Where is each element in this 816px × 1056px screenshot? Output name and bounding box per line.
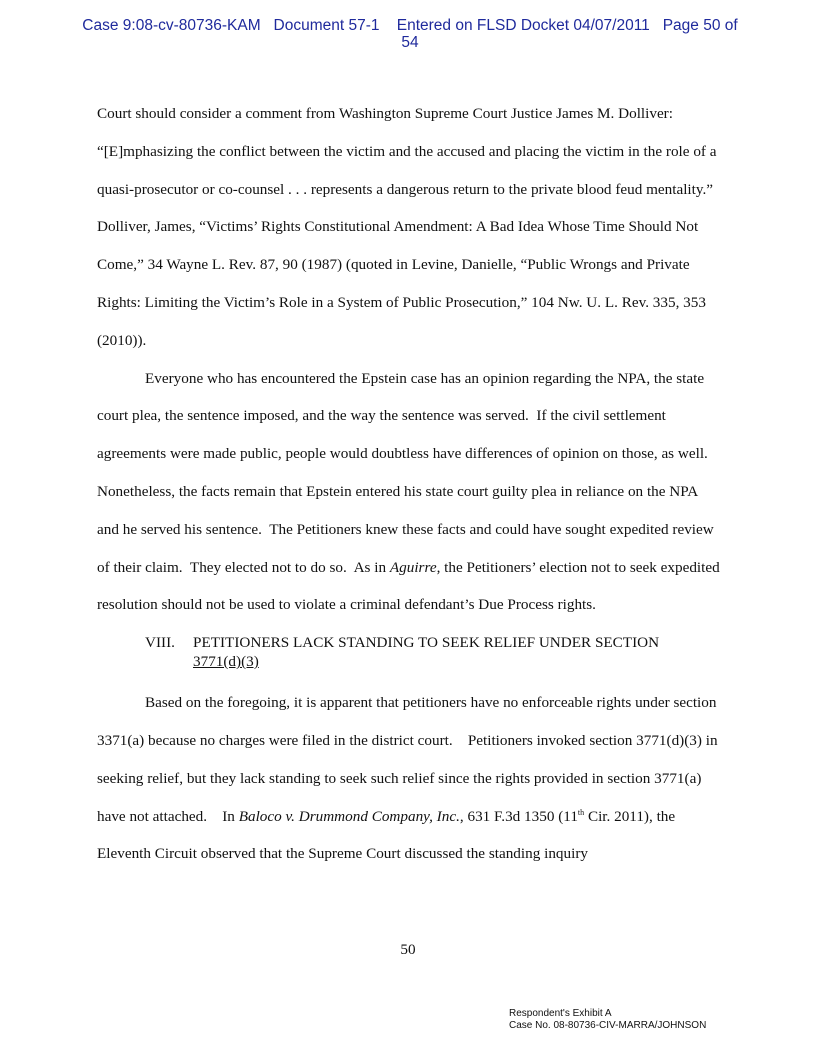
paragraph3-citation: , 631 F.3d 1350 (11 xyxy=(459,807,578,825)
section-title-line1: PETITIONERS LACK STANDING TO SEEK RELIEF UNDER SECTION xyxy=(193,634,660,652)
ordinal-superscript: th xyxy=(577,807,585,817)
exhibit-line1: Respondent's Exhibit A xyxy=(509,1008,612,1019)
docket-header-stamp xyxy=(60,17,760,51)
section-heading-viii xyxy=(97,624,722,684)
paragraph-dolliver-quote: Court should consider a comment from Washington Supreme Court Justice James M. Dolliver: “[E]mphasizing the conflict between the victim and the accused and placing the victim in the role of a quasi-prosecutor or co-counsel . . . represents a dangerous return to the private blood feud mentality.” Dolliver, James, “Victims’ Rights Constitutional Amendment: A Bad Idea Whose Time Should Not Come,” 34 Wayne L. Rev. 87, 90 (1987) (quoted in Levine, Danielle, “Public Wrongs and Private Rights: Limiting the Victim’s Role in a System of Public Prosecution,” 104 Nw. U. L. Rev. 335, 353 (2010)). xyxy=(97,105,717,349)
case-citation-baloco: Baloco v. Drummond Company, Inc. xyxy=(238,807,460,825)
document-body xyxy=(97,95,722,873)
exhibit-label xyxy=(509,1008,706,1032)
section-title-line2: 3771(d)(3) xyxy=(193,653,259,671)
case-citation-aguirre: Aguirre xyxy=(389,558,437,576)
paragraph2-text-end: , the Petitioners’ election not to seek expedited resolution should not be used to violate a criminal defendant’s Due Process rights. xyxy=(97,558,720,614)
page-number: 50 xyxy=(400,941,416,958)
exhibit-line2: Case No. 08-80736-CIV-MARRA/JOHNSON xyxy=(509,1020,707,1031)
paragraph3-text-end: Cir. 2011), the Eleventh Circuit observed that the Supreme Court discussed the standing inquiry xyxy=(97,807,676,863)
paragraph2-text-start: Everyone who has encountered the Epstein case has an opinion regarding the NPA, the state court plea, the sentence imposed, and the way the sentence was served. If the civil settlement agreements were made public, people would doubtless have differences of opinion on those, as well. Nonetheless, the facts remain that Epstein entered his state court guilty plea in reliance on the NPA and he served his sentence. The Petitioners knew these facts and could have sought expedited review of their claim. They elected not to do so. As in xyxy=(97,369,718,576)
paragraph-standing xyxy=(97,684,722,873)
paragraph-epstein-case xyxy=(97,360,722,625)
section-number: VIII. xyxy=(145,634,175,652)
docket-stamp-line2: 54 xyxy=(401,34,419,51)
docket-stamp-line1: Case 9:08-cv-80736-KAM Document 57-1 Entered on FLSD Docket 04/07/2011 Page 50 of xyxy=(82,17,738,34)
paragraph3-text-start: Based on the foregoing, it is apparent that petitioners have no enforceable rights under section 3371(a) because no charges were filed in the district court. Petitioners invoked section 3771(d)(3) in seeking relief, but they lack standing to seek such relief since the rights provided in section 3771(a) have not attached. In xyxy=(97,694,722,825)
